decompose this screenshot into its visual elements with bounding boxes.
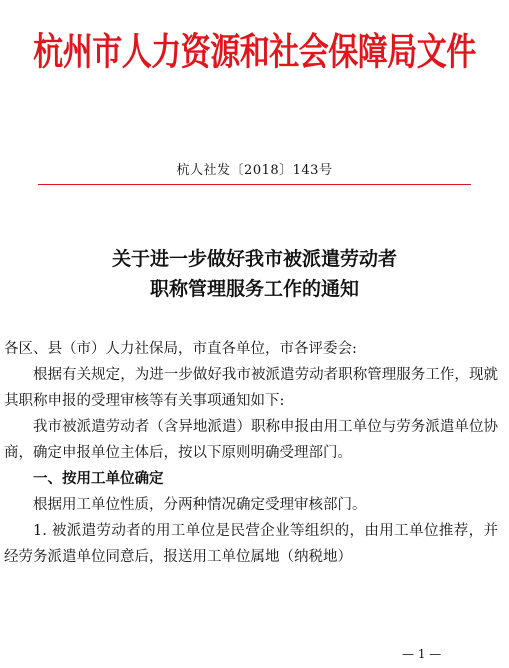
notice-body: [4, 336, 498, 570]
body-paragraph-4: 1. 被派遣劳动者的用工单位是民营企业等组织的，由用工单位推荐，并经劳务派遣单位同意后，报送用工单位属地（纳税地）: [4, 523, 498, 565]
page-number: — 1 —: [402, 647, 442, 661]
salutation: 各区、县（市）人力社保局，市直各单位，市各评委会:: [4, 341, 357, 357]
section-heading-1: 一、按用工单位确定: [33, 471, 164, 487]
document-number: 杭人社发〔2018〕143号: [176, 163, 333, 178]
notice-title: [0, 244, 509, 304]
notice-title-line-1: 关于进一步做好我市被派遣劳动者: [111, 248, 397, 270]
notice-title-line-2: 职称管理服务工作的通知: [149, 278, 359, 300]
red-separator-line: [38, 184, 471, 185]
body-paragraph-3: 根据用工单位性质，分两种情况确定受理审核部门。: [33, 497, 367, 513]
document-masthead: 杭州市人力资源和社会保障局文件: [33, 30, 476, 75]
body-paragraph-1: 根据有关规定，为进一步做好我市被派遣劳动者职称管理服务工作，现就其职称申报的受理审核等有关事项通知如下:: [4, 367, 498, 409]
body-paragraph-2: 我市被派遣劳动者（含异地派遣）职称申报由用工单位与劳务派遣单位协商，确定申报单位主体后，按以下原则明确受理部门。: [4, 419, 498, 461]
